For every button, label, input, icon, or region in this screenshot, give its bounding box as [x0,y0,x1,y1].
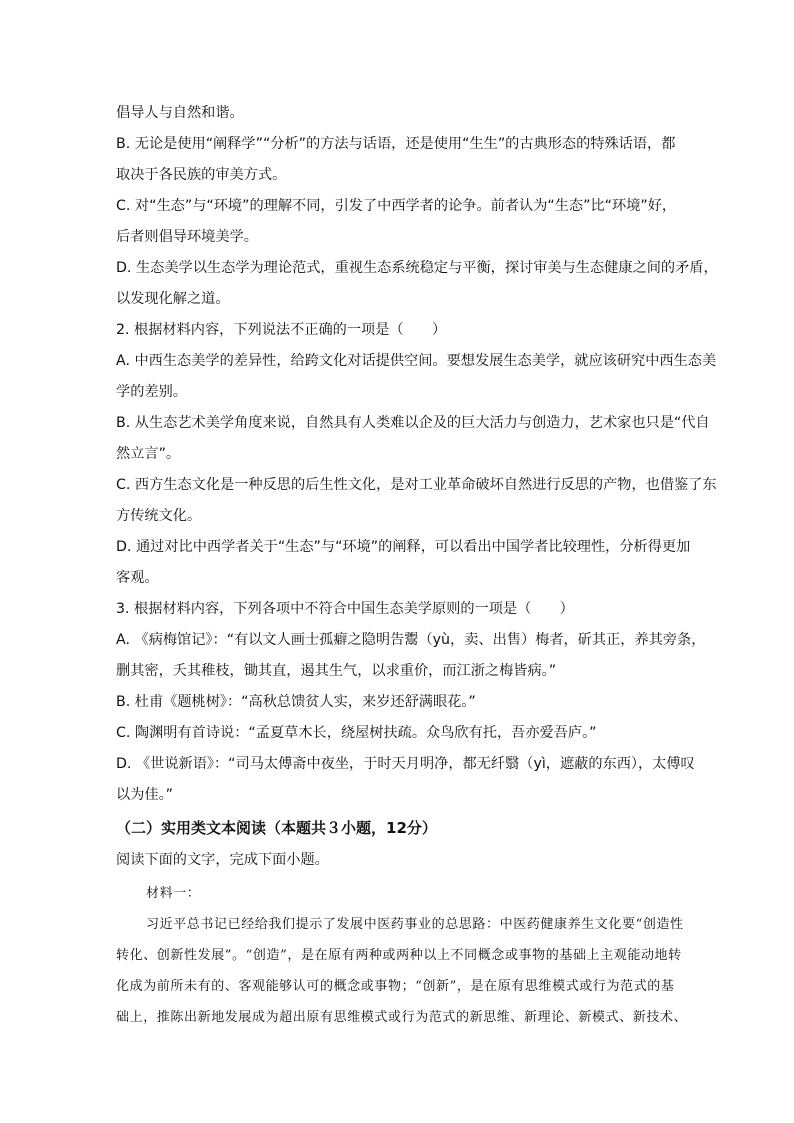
text-line: 后者则倡导环境美学。 [116,229,258,245]
text-line: 取决于各民族的审美方式。 [116,167,287,183]
option-c-line: C. 陶渊明有首诗说：“孟夏草木长，绕屋树扶疏。众鸟欣有托，吾亦爱吾庐。” [116,725,597,741]
question-2: 2. 根据材料内容，下列说法不正确的一项是（ ） [116,322,447,338]
text-line: 以为佳。” [116,787,174,803]
question-3: 3. 根据材料内容，下列各项中不符合中国生态美学原则的一项是（ ） [116,601,574,617]
option-b-line: B. 无论是使用“阐释学”“分析”的方法与话语，还是使用“生生”的古典形态的特殊话语，都 [116,136,676,152]
text-line: 倡导人与自然和谐。 [116,105,244,121]
material-line: 习近平总书记已经给我们提示了发展中医药事业的总思路：中医药健康养生文化要“创造性 [146,917,684,932]
text-line: 删其密，夭其稚枝，锄其直，遏其生气，以求重价，而江浙之梅皆病。” [116,663,557,679]
option-d-line: D. 生态美学以生态学为理论范式，重视生态系统稳定与平衡，探讨审美与生态健康之间的矛盾， [116,260,718,276]
option-d-line: D. 《世说新语》：“司马太傅斋中夜坐，于时天月明净，都无纤翳（yì，遮蔽的东西），太傅叹 [116,756,695,772]
text-line: 学的差别。 [116,384,187,400]
option-a-line: A. 中西生态美学的差异性，给跨文化对话提供空间。要想发展生态美学，就应该研究中西生态美 [116,353,717,369]
option-b-line: B. 杜甫《题桃树》：“高秋总馈贫人实，来岁还舒满眼花。” [116,694,476,710]
text-line: 以发现化解之道。 [116,291,230,307]
text-line: 方传统文化。 [116,508,202,524]
text-line: 然立言”。 [116,446,181,462]
text-line: 客观。 [116,570,159,586]
material-label: 材料一： [146,886,201,901]
material-line: 化成为前所未有的、客观能够认可的概念或事物；“创新”，是在原有思维模式或行为范式的基 [116,979,675,994]
option-c-line: C. 对“生态”与“环境”的理解不同，引发了中西学者的论争。前者认为“生态”比“环境”好， [116,198,677,214]
material-line: 转化、创新性发展”。“创造”，是在原有两种或两种以上不同概念或事物的基础上主观能动地转 [116,948,682,963]
instruction-text: 阅读下面的文字，完成下面小题。 [116,852,329,868]
option-b-line: B. 从生态艺术美学角度来说，自然具有人类难以企及的巨大活力与创造力，艺术家也只是“代自 [116,415,710,431]
material-line: 础上，推陈出新地发展成为超出原有思维模式或行为范式的新思维、新理论、新模式、新技术、 [116,1010,688,1025]
section-heading: （二）实用类文本阅读（本题共３小题，12分） [116,819,437,837]
option-a-line: A. 《病梅馆记》：“有以文人画士孤癖之隐明告鬻（yù，卖、出售）梅者，斫其正，养其旁条， [116,632,706,648]
option-d-line: D. 通过对比中西学者关于“生态”与“环境”的阐释，可以看出中国学者比较理性，分析得更加 [116,539,691,555]
option-c-line: C. 西方生态文化是一种反思的后生性文化，是对工业革命破坏自然进行反思的产物，也借鉴了东 [116,477,717,493]
